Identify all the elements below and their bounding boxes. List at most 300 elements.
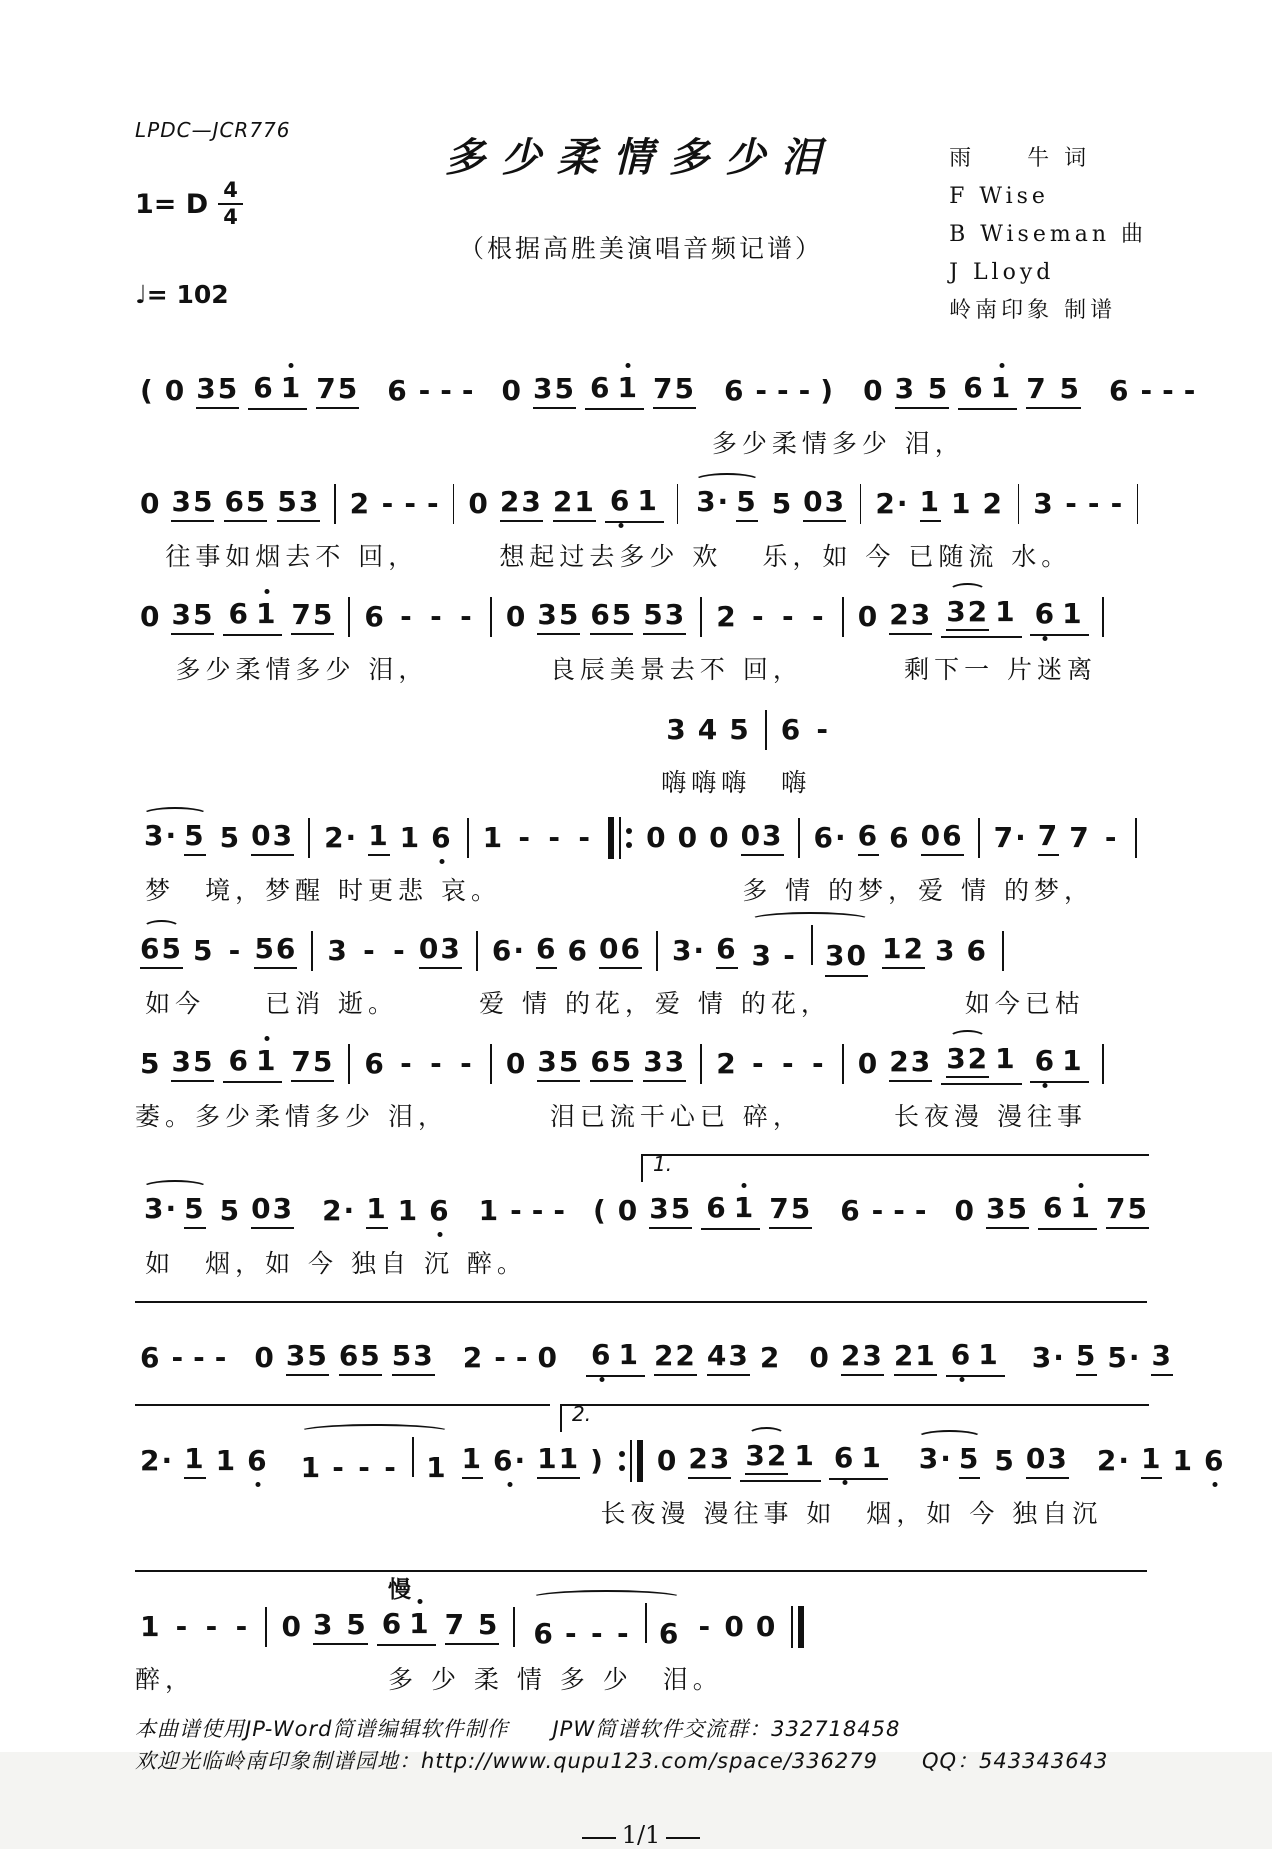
credit-line: 岭南印象 制谱 [949, 298, 1117, 323]
lyric-segment: 多 情 的梦，爱 情 的梦， [742, 876, 1094, 905]
note: 2· [875, 486, 910, 520]
lyrics-row [135, 865, 1147, 909]
slur-group [528, 1603, 685, 1650]
lyric-segment: 梦 境，梦醒 时更悲 哀。 [145, 876, 502, 905]
note-low-octave: 6 [431, 820, 453, 854]
note: 65 [339, 1340, 382, 1376]
note: 5 [219, 1193, 242, 1227]
note: 33 [643, 1046, 686, 1082]
note: 6 [858, 820, 879, 856]
note: 53 [277, 486, 320, 522]
note-low-octave: 6 [1034, 597, 1057, 631]
repeat-thick-bar [637, 1440, 643, 1482]
barline [490, 1044, 492, 1084]
note: 3· [671, 933, 707, 967]
dash-extender: - [332, 1451, 344, 1485]
note: 1 [1062, 597, 1084, 631]
lyric-segment: 如今 已消 逝。 [145, 989, 399, 1018]
music-system [135, 364, 1196, 462]
note: 2 [759, 1340, 782, 1374]
barline [645, 1603, 647, 1643]
dash-extender: - [816, 712, 828, 746]
barline [765, 710, 767, 750]
beam-group [740, 1440, 820, 1481]
beam-group [958, 372, 1017, 409]
note: 6 [381, 1607, 404, 1641]
notes-row [135, 1600, 1147, 1654]
dash-extender: - [781, 599, 794, 633]
dash-extender: - [798, 373, 811, 407]
endings-overlay [135, 1297, 1147, 1331]
note: 1 [397, 1193, 420, 1227]
beam-group [701, 1192, 760, 1229]
barline [1102, 597, 1104, 637]
note-high-octave: 1 [733, 1191, 756, 1225]
slur-group [914, 1443, 986, 1479]
final-barline [791, 1606, 804, 1648]
note: 2 [982, 486, 1004, 520]
note: 6 [536, 933, 557, 969]
note: 2 [462, 1340, 485, 1374]
credit-line: B Wiseman 曲 [949, 222, 1147, 247]
endings-overlay [135, 1400, 1147, 1434]
note: 3· [144, 1191, 179, 1225]
note: 23 [841, 1340, 884, 1376]
lyric-segment: 如今已枯 [964, 989, 1085, 1018]
beam-group [248, 372, 307, 409]
note: 0 [505, 1046, 528, 1080]
note: 35 [171, 1046, 214, 1082]
note: ( [140, 373, 155, 407]
note: 3 [751, 939, 774, 973]
slur-group [691, 486, 763, 522]
note: 5 [219, 820, 242, 854]
credit-line: 雨 牛 词 [949, 146, 1091, 171]
note: 6 [1043, 1191, 1065, 1225]
lyrics-row [135, 978, 1147, 1022]
note: 1 [995, 595, 1017, 629]
music-system [135, 1037, 1147, 1135]
dash-extender: - [214, 1340, 227, 1374]
note: 1 [215, 1443, 238, 1477]
music-system [135, 477, 1147, 575]
dash-extender: - [591, 1617, 603, 1651]
dash-extender: - [430, 1046, 442, 1080]
note: 11 [537, 1443, 580, 1479]
notes-row [135, 1184, 1147, 1238]
note: 3· [696, 484, 731, 518]
page-number-rule-left [582, 1837, 616, 1839]
lyric-segment: 剩下一 片迷离 [904, 655, 1098, 684]
note: 1 [794, 1439, 816, 1473]
note-high-octave: 1 [990, 371, 1013, 405]
note: 1 [366, 1193, 387, 1229]
note: 1 [482, 820, 505, 854]
final-thick-bar [798, 1606, 804, 1648]
note: 5 [184, 1193, 205, 1229]
note: 06 [599, 933, 642, 969]
barline [842, 1044, 844, 1084]
dash-extender: - [418, 373, 431, 407]
note: 4 [697, 712, 720, 746]
note-high-octave: 1 [280, 371, 303, 405]
barline [1102, 1044, 1104, 1084]
note: 7 5 [1026, 373, 1081, 409]
note: 6 [889, 820, 911, 854]
slur-group [139, 1193, 211, 1229]
note: 53 [643, 599, 686, 635]
note: 2· [322, 1193, 357, 1227]
note: 6 [706, 1191, 728, 1225]
note-high-octave: 1 [617, 371, 639, 405]
interlude-insert [661, 703, 1147, 801]
note-high-octave: 1 [255, 1044, 278, 1078]
tempo-change-label: 慢 [388, 1577, 411, 1603]
note: 6 [387, 373, 409, 407]
song-title: 多少柔情多少泪 [445, 134, 837, 181]
dash-extender: - [384, 1451, 396, 1485]
page-number [135, 1821, 1147, 1849]
dash-extender: - [578, 820, 590, 854]
repeat-dots [619, 1451, 625, 1471]
barline [700, 1044, 702, 1084]
dash-extender: - [1110, 486, 1123, 520]
note: ( [593, 1193, 608, 1227]
music-system [135, 811, 1147, 909]
barline [1018, 484, 1019, 524]
note: 7 5 [445, 1609, 500, 1645]
note: 7· [993, 820, 1028, 854]
slur-group [296, 1437, 453, 1484]
lyrics-row [135, 644, 1147, 688]
note: 5 [771, 486, 794, 520]
note: 6 [963, 371, 985, 405]
note: 3 [666, 712, 688, 746]
note: 5 [184, 820, 205, 856]
barline [348, 1044, 350, 1084]
note: 53 [392, 1340, 435, 1376]
time-signature [218, 180, 243, 228]
header-left-block [135, 118, 291, 309]
dash-extender: - [553, 1193, 565, 1227]
beam-group [223, 1045, 282, 1082]
note: 6 [364, 599, 386, 633]
barline [513, 1607, 515, 1647]
note: 6 [780, 712, 803, 746]
dash-extender: - [228, 933, 241, 967]
barline [677, 484, 678, 524]
dash-extender: - [1140, 373, 1153, 407]
repeat-end-sign [619, 1440, 643, 1482]
note: 5 [994, 1443, 1016, 1477]
note: ) [820, 373, 836, 407]
beam-group [585, 372, 644, 409]
note: 75 [291, 599, 334, 635]
dash-extender: - [531, 1193, 544, 1227]
lyric-segment: 醉， [135, 1665, 196, 1694]
dash-extender: - [783, 939, 795, 973]
beam-group [377, 1608, 436, 1645]
lyric-segment: 嗨嗨嗨 嗨 [661, 768, 812, 797]
music-system [135, 1566, 1147, 1698]
dash-extender: - [751, 1046, 764, 1080]
note: 5 [1076, 1340, 1097, 1376]
dash-extender: - [363, 933, 375, 967]
barline [1135, 818, 1137, 858]
notes-row [135, 1037, 1147, 1091]
note-low-octave: 6 [609, 484, 632, 518]
note: 3 [1151, 1340, 1172, 1376]
note: 1 [1062, 1044, 1084, 1078]
dash-extender: - [1183, 373, 1196, 407]
barline [490, 597, 492, 637]
slur-group [747, 925, 873, 976]
note: 6 [658, 1617, 681, 1651]
beam-group [1038, 1192, 1097, 1229]
music-system [135, 1150, 1147, 1282]
note-low-octave: 6· [493, 1443, 528, 1477]
footer-line-2: 欢迎光临岭南印象制谱园地：http://www.qupu123.com/space/336279 QQ：543343643 [135, 1749, 1109, 1773]
note: 6 [1108, 373, 1131, 407]
note: 03 [419, 933, 462, 969]
dash-extender: - [510, 1193, 522, 1227]
music-system [135, 1400, 1226, 1532]
note: 0 [709, 820, 731, 854]
dash-extender: - [914, 1193, 927, 1227]
lyric-segment: 爱 情 的花，爱 情 的花， [479, 989, 831, 1018]
dash-extender: - [698, 1609, 711, 1643]
note: 0 [863, 373, 885, 407]
notes-row [135, 590, 1147, 644]
note: 06 [921, 820, 964, 856]
note: 0 [724, 1609, 746, 1643]
lyric-segment: 往事如烟去不 回， [165, 542, 419, 571]
barline [811, 925, 813, 965]
note: 35 [286, 1340, 329, 1376]
note: 6· [813, 820, 848, 854]
time-signature-denominator: 4 [218, 203, 243, 228]
dash-extender: - [400, 1046, 412, 1080]
note: 03 [251, 1193, 294, 1229]
note: 56 [254, 933, 297, 969]
note: 7 [1069, 820, 1091, 854]
lyric-segment: 如 烟，如 今 独自 沉 醉。 [145, 1249, 527, 1278]
barline [348, 597, 350, 637]
barline [453, 484, 454, 524]
repeat-dot [619, 1465, 625, 1471]
note: 6 [590, 371, 612, 405]
note: 1 [399, 820, 422, 854]
note: 6 [228, 597, 250, 631]
note: 1 [978, 1338, 1000, 1372]
note-low-octave: 6 [833, 1441, 856, 1475]
note: 35 [171, 599, 214, 635]
note: 23 [889, 599, 932, 635]
dash-extender: - [893, 1193, 905, 1227]
lyrics-row [135, 418, 1147, 462]
page-number-rule-right [666, 1837, 700, 1839]
note: 0 [281, 1609, 303, 1643]
note: 2 [349, 486, 372, 520]
note: 3· [144, 818, 179, 852]
time-signature-numerator: 4 [223, 178, 238, 202]
dash-extender: - [461, 373, 474, 407]
barline [412, 1437, 414, 1477]
tempo-marking: ♩= 102 [135, 280, 229, 309]
note: 2· [324, 820, 359, 854]
lyric-segment: 多少柔情多少 泪， [175, 655, 429, 684]
note: 5· [1107, 1340, 1142, 1374]
note: 6 [228, 1044, 250, 1078]
lyrics-row [661, 757, 1147, 801]
note: 6 [140, 1340, 162, 1374]
barline [476, 931, 478, 971]
note: 0 [646, 820, 668, 854]
note: 35 [537, 599, 580, 635]
credits-block [949, 140, 1147, 330]
dash-extender: - [1065, 486, 1077, 520]
note: 3 [1033, 486, 1055, 520]
note-low-octave: 6 [429, 1193, 451, 1227]
lyric-segment: 想起过去多少 欢 [499, 542, 723, 571]
dash-extender: - [617, 1617, 629, 1651]
beam-group [586, 1339, 645, 1376]
beam-group [941, 1043, 1021, 1084]
note: 1 [1172, 1443, 1194, 1477]
lyrics-row [135, 1091, 1147, 1135]
note: 6 [567, 933, 589, 967]
note: 65 [224, 486, 267, 522]
music-system [135, 1297, 1173, 1385]
footer-line-1: 本曲谱使用JP-Word简谱编辑软件制作 JPW简谱软件交流群：332718458 [135, 1717, 901, 1741]
repeat-thick-bar [608, 817, 614, 859]
barline [334, 484, 335, 524]
note-low-octave: 6 [950, 1338, 973, 1372]
note: 3 [934, 933, 957, 967]
note: 75 [291, 1046, 334, 1082]
note: 1 [478, 1193, 501, 1227]
note: 65 [140, 933, 183, 969]
note-low-octave: 6 [247, 1443, 269, 1477]
barline [1002, 931, 1004, 971]
note: 0 [857, 599, 880, 633]
dash-extender: - [777, 373, 789, 407]
dash-extender: - [871, 1193, 884, 1227]
volta-number: 1. [653, 1152, 673, 1176]
dash-extender: - [205, 1609, 218, 1643]
note-high-octave: 1 [1070, 1191, 1092, 1225]
final-thin-bar [791, 1606, 793, 1648]
note: 30 [825, 940, 868, 976]
note: 1 [861, 1441, 883, 1475]
barline [467, 818, 469, 858]
note: 5 [192, 933, 215, 967]
credit-line: J Lloyd [949, 260, 1055, 285]
note: 35 [986, 1193, 1029, 1229]
barline [1137, 484, 1138, 524]
note: 6· [491, 933, 526, 967]
note: 6 [966, 933, 988, 967]
note: 3 5 [313, 1609, 368, 1645]
note: 22 [654, 1340, 697, 1376]
key-label: 1= D [135, 188, 209, 220]
note: 0 [164, 373, 187, 407]
barline [265, 1607, 267, 1647]
lyric-segment: 多 少 柔 情 多 少 泪。 [388, 1665, 723, 1694]
barline [311, 931, 313, 971]
note: 0 [468, 486, 490, 520]
dash-extender: - [404, 486, 416, 520]
note-low-octave: 6 [1203, 1443, 1226, 1477]
note: 7 [1038, 820, 1059, 856]
lyric-segment: 长夜漫 漫往事 [894, 1102, 1087, 1131]
note: 65 [590, 1046, 633, 1082]
score-header [135, 118, 1147, 350]
note: 3· [1031, 1340, 1066, 1374]
page-number-value: 1/1 [621, 1821, 661, 1849]
volta-number: 2. [572, 1402, 592, 1426]
dash-extender: - [1087, 486, 1100, 520]
dash-extender: - [781, 1046, 794, 1080]
note: 43 [707, 1340, 750, 1376]
beam-group [1030, 598, 1089, 635]
dash-extender: - [811, 599, 824, 633]
note: 35 [196, 373, 239, 409]
note: 0 [809, 1340, 831, 1374]
dash-extender: - [171, 1340, 184, 1374]
repeat-dot [626, 842, 632, 848]
note-high-octave: 1 [409, 1607, 431, 1641]
note: 21 [894, 1340, 937, 1376]
note: 35 [537, 1046, 580, 1082]
note: 23 [889, 1046, 932, 1082]
beam-group [223, 598, 282, 635]
note: 1 [426, 1451, 448, 1485]
note: 1 [618, 1338, 640, 1372]
dash-extender: - [494, 1340, 506, 1374]
note: 5 [729, 712, 751, 746]
note: 12 [882, 933, 925, 969]
note: 35 [533, 373, 576, 409]
note: 0 [954, 1193, 977, 1227]
dash-extender: - [811, 1046, 824, 1080]
repeat-dot [619, 1451, 625, 1457]
note-high-octave: 1 [255, 597, 278, 631]
barline [308, 818, 310, 858]
note: 0 [254, 1340, 276, 1374]
dash-extender: - [193, 1340, 205, 1374]
note: 0 [857, 1046, 880, 1080]
note: 03 [741, 820, 784, 856]
beam-group [829, 1442, 888, 1479]
note: 3 5 [895, 373, 950, 409]
volta-bracket [641, 1154, 1149, 1182]
note: 21 [553, 486, 596, 522]
note: 5 [959, 1443, 980, 1479]
note: 0 [677, 820, 700, 854]
dash-extender: - [460, 599, 472, 633]
note: 6 [364, 1046, 386, 1080]
volta-bracket-continuation [135, 1301, 1147, 1329]
note: 6 [723, 373, 746, 407]
barline [700, 597, 702, 637]
note: 0 [656, 1443, 679, 1477]
beam-group [605, 485, 664, 522]
lyric-segment: 多少柔情多少 泪， [711, 429, 965, 458]
note: 23 [500, 486, 543, 522]
beam-group [941, 596, 1021, 637]
note: 1 [920, 486, 941, 522]
